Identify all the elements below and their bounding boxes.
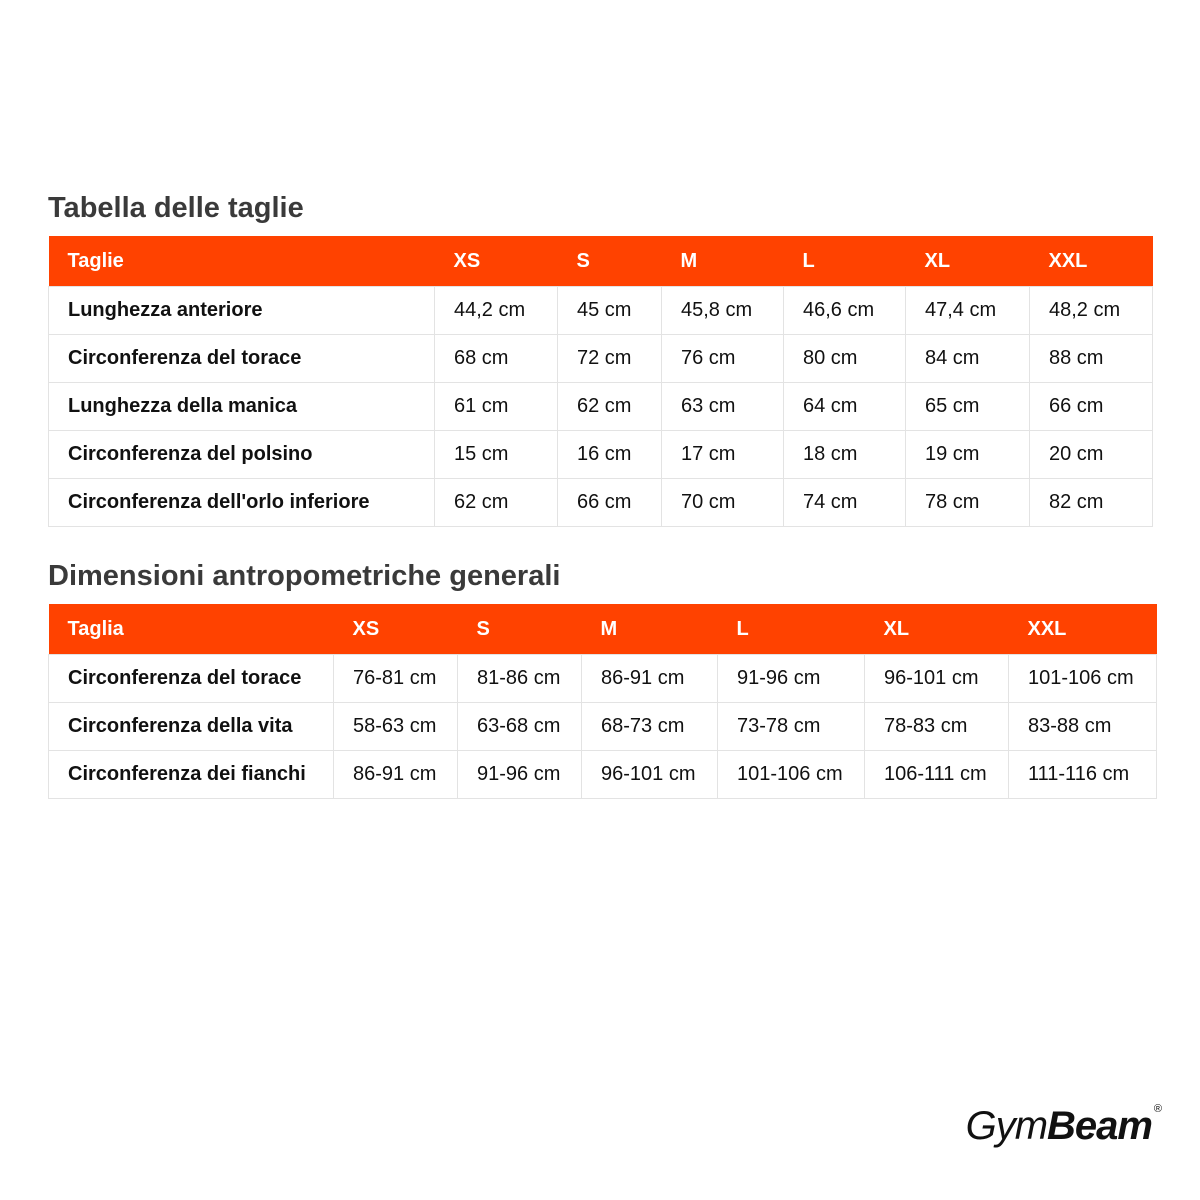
- table-cell: 64 cm: [784, 383, 906, 431]
- table-cell: 63-68 cm: [458, 703, 582, 751]
- header-cell: XL: [906, 236, 1030, 287]
- table-cell: 47,4 cm: [906, 287, 1030, 335]
- table-cell: 80 cm: [784, 335, 906, 383]
- table-cell: 20 cm: [1030, 431, 1153, 479]
- logo-text-beam: Beam: [1047, 1104, 1152, 1148]
- row-label: Circonferenza del torace: [49, 335, 435, 383]
- registered-mark: ®: [1153, 1103, 1162, 1115]
- size-table-header-row: [49, 236, 1153, 287]
- table-cell: 76 cm: [662, 335, 784, 383]
- table-cell: 96-101 cm: [582, 751, 718, 799]
- table-cell: 66 cm: [1030, 383, 1153, 431]
- table-cell: 81-86 cm: [458, 655, 582, 703]
- header-cell: M: [662, 236, 784, 287]
- table-cell: 91-96 cm: [718, 655, 865, 703]
- table-row: [49, 655, 1157, 703]
- anthropometric-table-header-row: [49, 604, 1157, 655]
- header-cell: XXL: [1030, 236, 1153, 287]
- row-label: Circonferenza del polsino: [49, 431, 435, 479]
- table-cell: 84 cm: [906, 335, 1030, 383]
- table-cell: 48,2 cm: [1030, 287, 1153, 335]
- table-row: [49, 287, 1153, 335]
- anthropometric-table-title: Dimensioni antropometriche generali: [48, 560, 561, 592]
- table-cell: 83-88 cm: [1009, 703, 1157, 751]
- row-label: Circonferenza dell'orlo inferiore: [49, 479, 435, 527]
- table-cell: 106-111 cm: [865, 751, 1009, 799]
- table-cell: 82 cm: [1030, 479, 1153, 527]
- table-cell: 66 cm: [558, 479, 662, 527]
- table-cell: 62 cm: [435, 479, 558, 527]
- table-cell: 86-91 cm: [334, 751, 458, 799]
- table-cell: 46,6 cm: [784, 287, 906, 335]
- size-table-title: Tabella delle taglie: [48, 192, 304, 224]
- row-label: Circonferenza della vita: [49, 703, 334, 751]
- row-label: Circonferenza del torace: [49, 655, 334, 703]
- table-row: [49, 431, 1153, 479]
- table-cell: 111-116 cm: [1009, 751, 1157, 799]
- table-cell: 63 cm: [662, 383, 784, 431]
- header-cell: XS: [435, 236, 558, 287]
- table-cell: 17 cm: [662, 431, 784, 479]
- row-label: Lunghezza anteriore: [49, 287, 435, 335]
- header-cell: S: [558, 236, 662, 287]
- table-cell: 74 cm: [784, 479, 906, 527]
- table-cell: 73-78 cm: [718, 703, 865, 751]
- header-cell: L: [718, 604, 865, 655]
- table-cell: 45,8 cm: [662, 287, 784, 335]
- table-row: [49, 383, 1153, 431]
- table-cell: 15 cm: [435, 431, 558, 479]
- row-label: Lunghezza della manica: [49, 383, 435, 431]
- table-cell: 68 cm: [435, 335, 558, 383]
- table-row: [49, 335, 1153, 383]
- table-cell: 76-81 cm: [334, 655, 458, 703]
- header-cell: M: [582, 604, 718, 655]
- gymbeam-logo: [965, 1103, 1162, 1148]
- table-row: [49, 479, 1153, 527]
- table-cell: 58-63 cm: [334, 703, 458, 751]
- table-cell: 72 cm: [558, 335, 662, 383]
- table-cell: 16 cm: [558, 431, 662, 479]
- table-cell: 61 cm: [435, 383, 558, 431]
- table-row: [49, 703, 1157, 751]
- table-cell: 101-106 cm: [718, 751, 865, 799]
- table-cell: 19 cm: [906, 431, 1030, 479]
- header-cell: XL: [865, 604, 1009, 655]
- header-cell: Taglia: [49, 604, 334, 655]
- table-cell: 78-83 cm: [865, 703, 1009, 751]
- table-cell: 70 cm: [662, 479, 784, 527]
- table-cell: 96-101 cm: [865, 655, 1009, 703]
- table-row: [49, 751, 1157, 799]
- size-table: [48, 236, 1153, 527]
- header-cell: L: [784, 236, 906, 287]
- header-cell: S: [458, 604, 582, 655]
- table-cell: 62 cm: [558, 383, 662, 431]
- table-cell: 86-91 cm: [582, 655, 718, 703]
- table-cell: 101-106 cm: [1009, 655, 1157, 703]
- table-cell: 91-96 cm: [458, 751, 582, 799]
- table-cell: 44,2 cm: [435, 287, 558, 335]
- logo-text-gym: Gym: [965, 1104, 1048, 1148]
- table-cell: 65 cm: [906, 383, 1030, 431]
- table-cell: 88 cm: [1030, 335, 1153, 383]
- table-cell: 78 cm: [906, 479, 1030, 527]
- row-label: Circonferenza dei fianchi: [49, 751, 334, 799]
- header-cell: XS: [334, 604, 458, 655]
- anthropometric-table: [48, 604, 1157, 799]
- table-cell: 68-73 cm: [582, 703, 718, 751]
- header-cell: XXL: [1009, 604, 1157, 655]
- table-cell: 18 cm: [784, 431, 906, 479]
- header-cell: Taglie: [49, 236, 435, 287]
- table-cell: 45 cm: [558, 287, 662, 335]
